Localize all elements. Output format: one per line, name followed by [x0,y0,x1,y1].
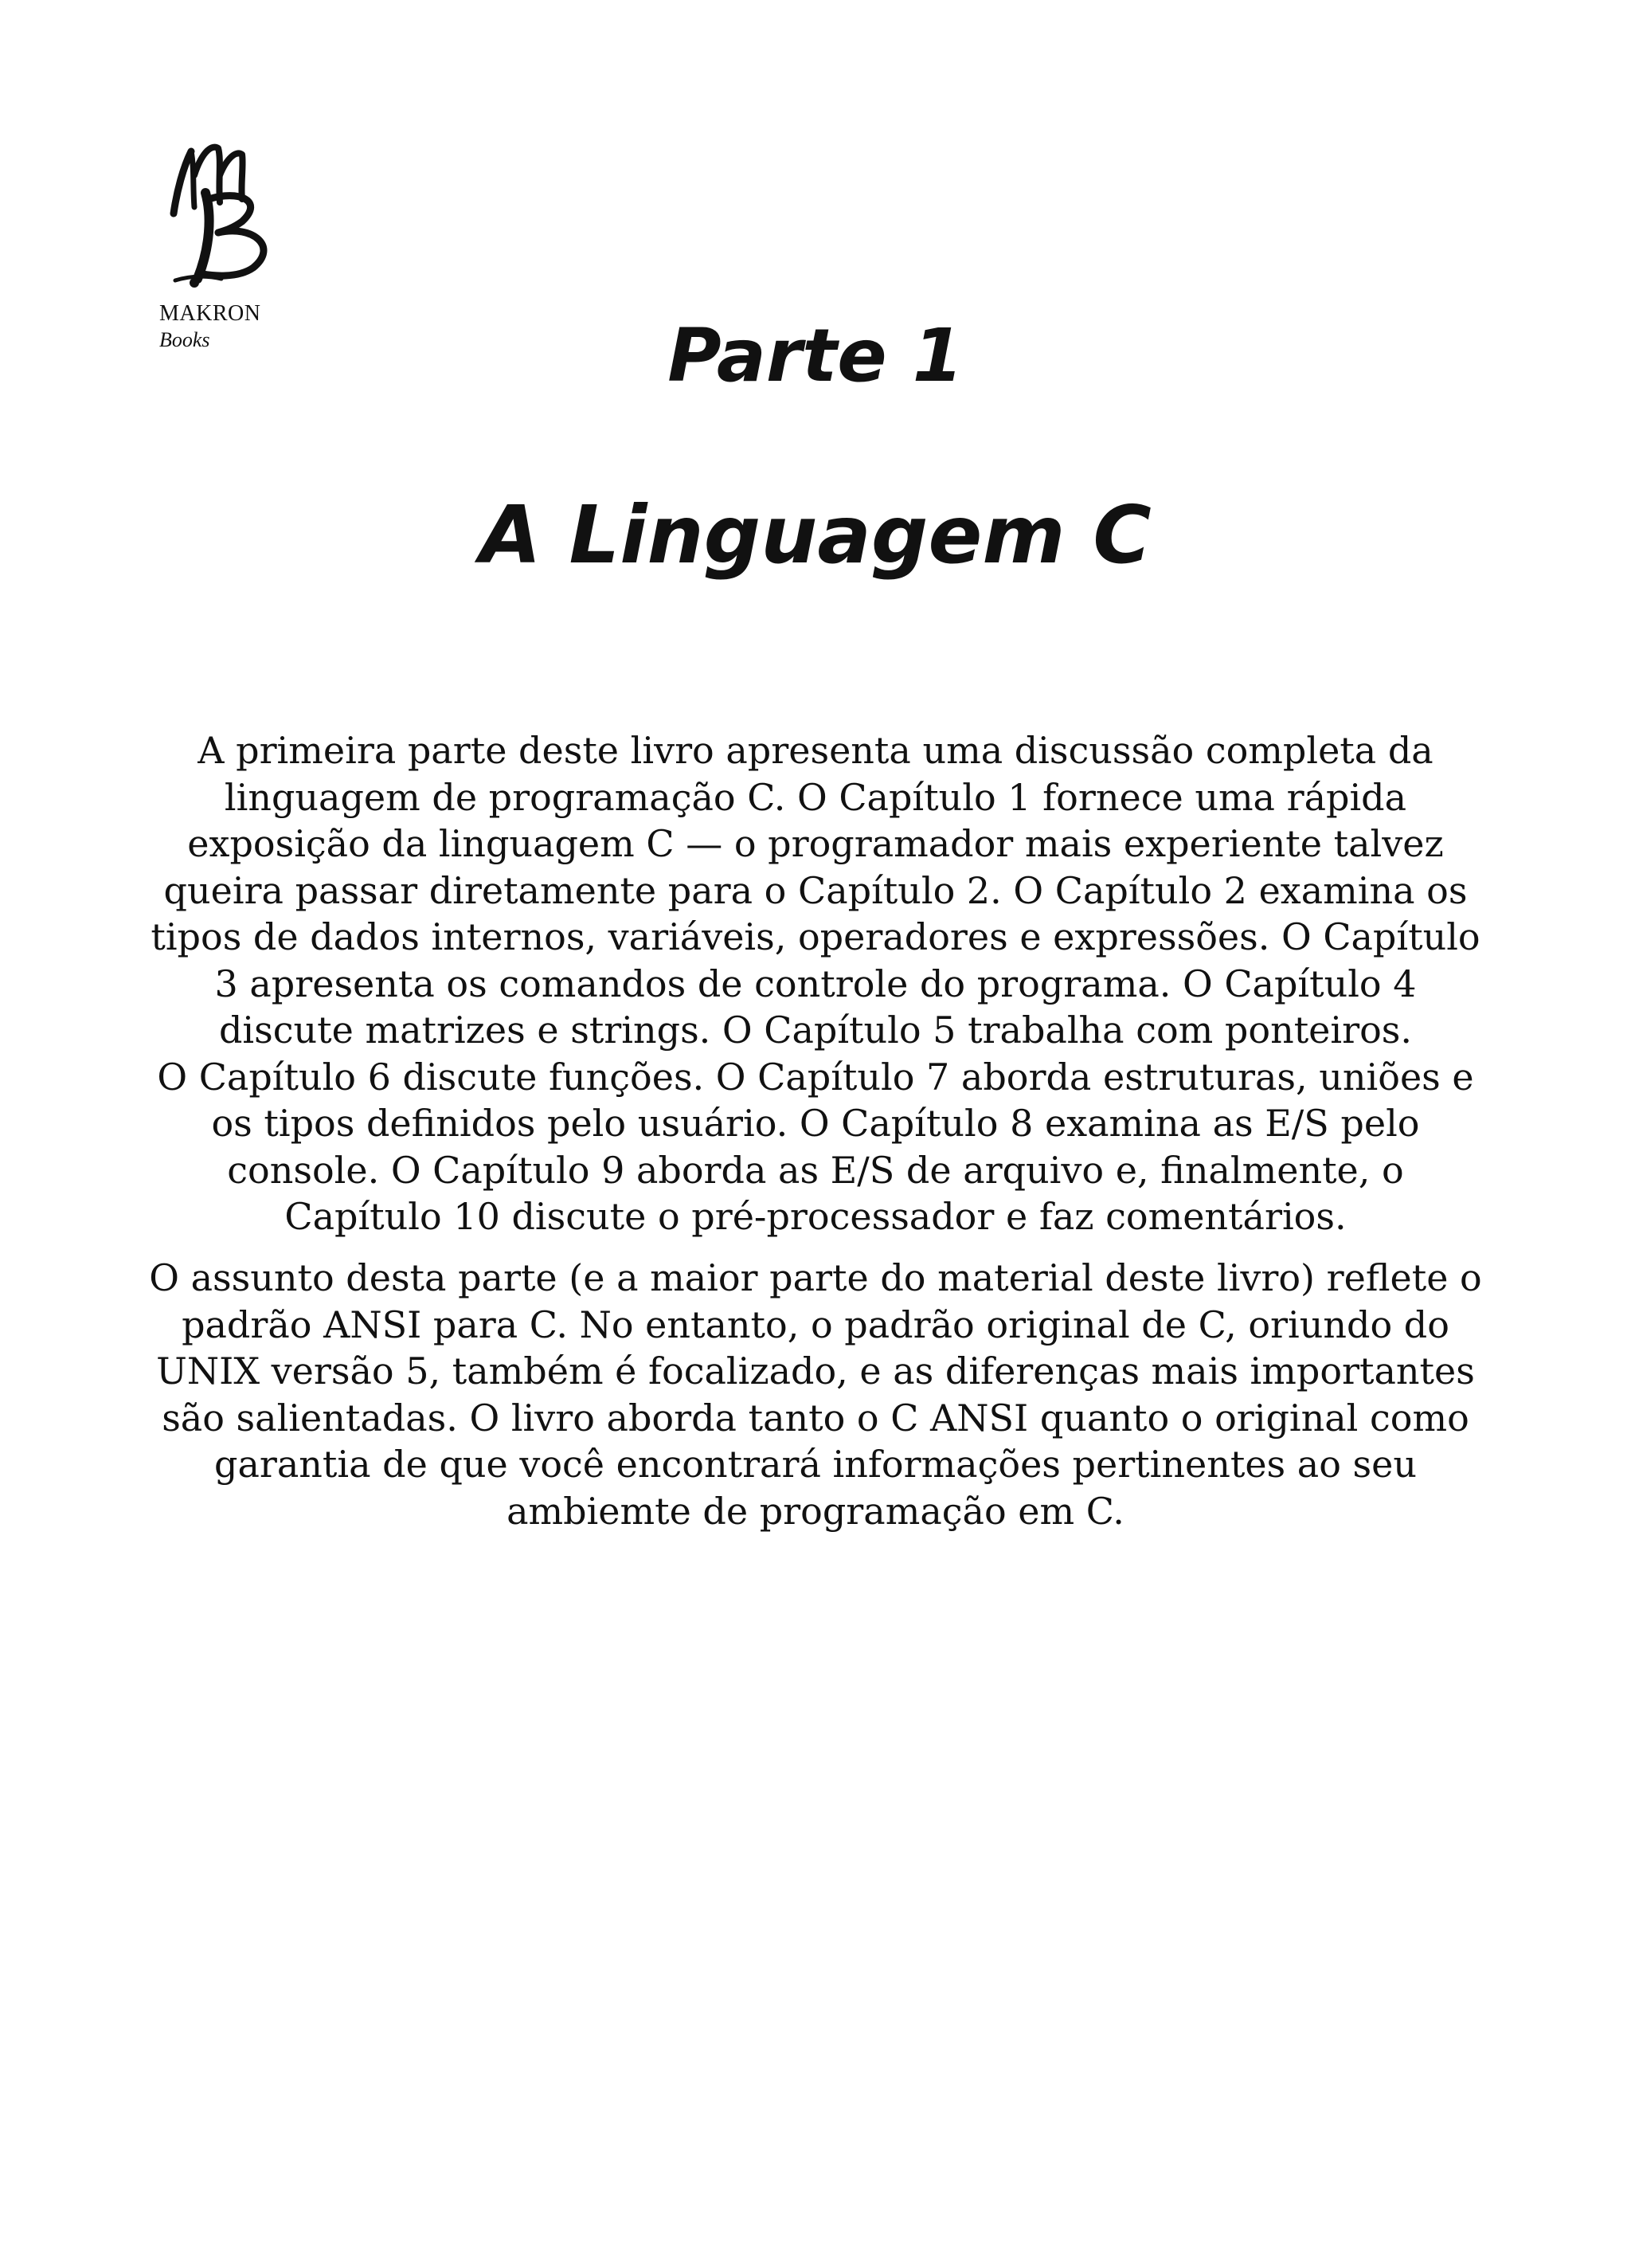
paragraph-line: garantia de que você encontrará informações pertinentes ao seu [214,1443,1417,1486]
paragraph-line: tipos de dados internos, variáveis, operadores e expressões. O Capítulo [151,915,1480,958]
part-title: Parte 1 [667,313,964,398]
paragraph-line: console. O Capítulo 9 aborda as E/S de arquivo e, finalmente, o [227,1148,1404,1192]
paragraph-line: discute matrizes e strings. O Capítulo 5 trabalha com ponteiros. [218,1009,1413,1052]
paragraph-line: os tipos definidos pelo usuário. O Capítulo 8 examina as E/S pelo [211,1102,1420,1145]
paragraph-line: ambiemte de programação em C. [507,1489,1124,1533]
paragraph-line: O Capítulo 6 discute funções. O Capítulo 7 aborda estruturas, uniões e [157,1055,1474,1099]
publisher-imprint: Books [159,328,210,351]
publisher-name: MAKRON [159,301,261,326]
paragraph-line: UNIX versão 5, também é focalizado, e as diferenças mais importantes [156,1349,1475,1393]
paragraph-line: Capítulo 10 discute o pré-processador e faz comentários. [284,1195,1347,1238]
paragraph-line: O assunto desta parte (e a maior parte do material deste livro) reflete o [149,1256,1482,1299]
book-title: A Linguagem C [479,488,1152,582]
paragraph-line: A primeira parte deste livro apresenta uma discussão completa da [198,729,1433,772]
intro-paragraph [119,727,1512,1240]
paragraph-line: linguagem de programação C. O Capítulo 1 fornece uma rápida [224,775,1407,819]
scope-paragraph [119,1255,1512,1534]
paragraph-line: padrão ANSI para C. No entanto, o padrão original de C, oriundo do [182,1302,1449,1346]
mb-monogram-icon [159,119,279,303]
paragraph-line: exposição da linguagem C — o programador mais experiente talvez [187,822,1444,865]
paragraph-line: queira passar diretamente para o Capítulo 2. O Capítulo 2 examina os [163,868,1468,912]
paragraph-line: são salientadas. O livro aborda tanto o C ANSI quanto o original como [162,1396,1469,1440]
paragraph-line: 3 apresenta os comandos de controle do programa. O Capítulo 4 [214,962,1417,1005]
